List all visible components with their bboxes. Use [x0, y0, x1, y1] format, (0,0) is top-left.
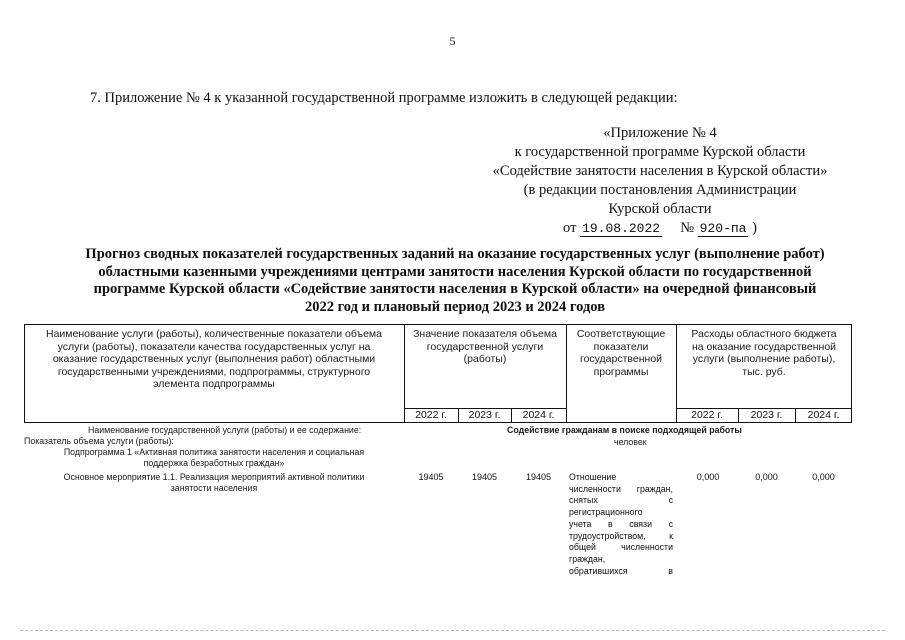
col-expense-header [677, 328, 851, 378]
service-name-value: Содействие гражданам в поиске подходящей работы [507, 425, 742, 435]
paragraph-7: 7. Приложение № 4 к указанной государственной программе изложить в следующей редакции: [90, 90, 678, 106]
number-label: № [680, 220, 695, 236]
from-label: от [563, 220, 577, 236]
indicator-line: регистрационного [569, 507, 643, 518]
indicator-label: Показатель объема услуги (работы): [24, 436, 174, 446]
indicator-line: обратившихся в [569, 565, 673, 576]
heading-line-4: 2022 год и плановый период 2023 и 2024 годов [304, 298, 606, 315]
year-value-2023: 2023 г. [468, 409, 501, 421]
header-text: оказание государственных услуг (выполнения работ) областными [52, 353, 376, 366]
resolution-date: 19.08.2022 [582, 221, 661, 236]
service-name-label: Наименование государственной услуги (работы) и ее содержание: [88, 425, 362, 435]
year-expense-2022: 2022 г. [691, 409, 723, 421]
indicator-line: снятых с [569, 495, 673, 506]
header-text: показатели [593, 340, 649, 353]
subprogram-line: поддержка безработных граждан» [143, 458, 285, 468]
expense-2022: 0,000 [696, 472, 720, 482]
heading-line-3: программе Курской области «Содействие занятости населения в Курской области» на очередной финансовый [93, 281, 817, 297]
year-expense-2024: 2024 г. [807, 409, 840, 421]
col-indicator-header [567, 328, 675, 378]
indicator-line: учета в связи с [569, 518, 673, 529]
appendix-line-3: «Содействие занятости населения в Курской области» [492, 163, 828, 179]
resolution-number: 920-па [699, 221, 747, 236]
header-text: услуги (выполнение работы), [692, 353, 836, 366]
header-text: программы [593, 365, 649, 378]
page-edge-artifact [20, 630, 885, 631]
header-text: (работы) [463, 353, 507, 366]
value-2024: 19405 [525, 472, 552, 482]
header-text: Соответствующие [576, 328, 666, 340]
header-text: государственными учреждениями, подпрограммы, структурного [57, 365, 371, 378]
value-2022: 19405 [418, 472, 444, 482]
expense-2024: 0,000 [812, 472, 835, 482]
main-activity-1-1 [24, 472, 404, 494]
indicator-line: Отношение [569, 472, 617, 482]
expense-2023: 0,000 [755, 472, 778, 482]
heading-line-2: областными казенными учреждениями центрами занятости населения Курской области по государственной [98, 263, 812, 280]
header-text: на оказание государственной [691, 340, 837, 353]
header-text: элемента подпрограммы [153, 378, 275, 391]
indicator-line: трудоустройством, к [569, 530, 673, 541]
header-text: Расходы областного бюджета [691, 328, 837, 340]
main-activity-line: Основное мероприятие 1.1. Реализация мероприятий активной политики [63, 472, 365, 482]
indicator-line: численности граждан, [569, 483, 673, 494]
indicator-text [569, 472, 673, 577]
header-text: государственной [579, 353, 663, 366]
heading-line-1: Прогноз сводных показателей государственных заданий на оказание государственных услуг (выполнение работ) [85, 246, 825, 262]
appendix-line-4: (в редакции постановления Администрации [523, 182, 797, 198]
appendix-line-2: к государственной программе Курской области [514, 144, 806, 160]
header-text: тыс. руб. [742, 365, 786, 378]
header-text: Наименование услуги (работы), количественные показатели объема [46, 328, 382, 340]
header-text: Значение показателя объема [413, 328, 557, 340]
appendix-line-1: «Приложение № 4 [603, 125, 717, 141]
page-number: 5 [449, 34, 456, 48]
indicator-unit: человек [614, 437, 647, 447]
value-2023: 19405 [471, 472, 498, 482]
subprogram-1 [24, 447, 404, 469]
close-paren: ) [752, 220, 757, 236]
year-expense-2023: 2023 г. [750, 409, 783, 421]
year-value-2022: 2022 г. [415, 409, 447, 421]
appendix-date-line [470, 219, 850, 238]
header-text: услуги (работы), показатели качества государственных услуг на [57, 340, 371, 353]
document-heading [40, 246, 870, 316]
indicator-line: граждан, [569, 553, 606, 564]
appendix-header [470, 124, 850, 238]
subprogram-line: Подпрограмма 1 «Активная политика занятости населения и социальная [63, 447, 365, 457]
col-value-header [405, 328, 565, 366]
appendix-line-5: Курской области [608, 201, 712, 217]
header-text: государственной услуги [426, 340, 544, 353]
indicator-line: общей численности [569, 542, 673, 553]
year-value-2024: 2024 г. [522, 409, 555, 421]
main-activity-line: занятости населения [170, 483, 258, 493]
col-service-header [26, 328, 402, 391]
